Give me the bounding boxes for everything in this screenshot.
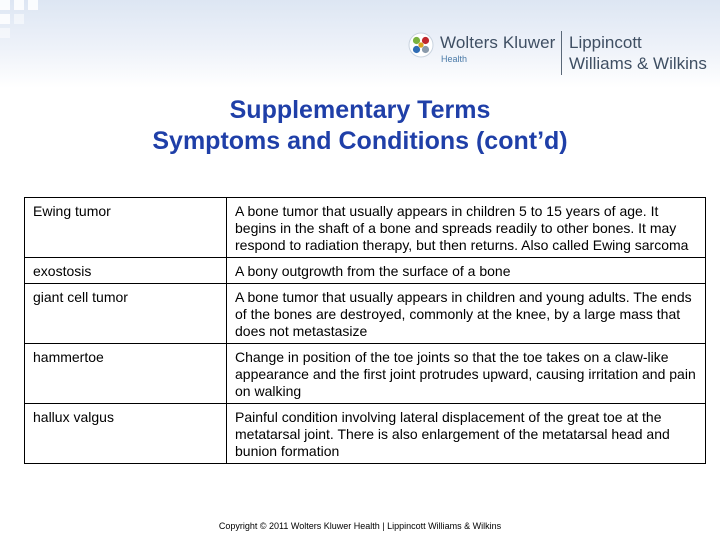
definition-cell: Painful condition involving lateral displacement of the great toe at the metatarsal joint. There is also enlargement of the metatarsal head and bunion formation	[227, 404, 706, 464]
term-cell: exostosis	[25, 258, 227, 284]
table-row	[25, 404, 706, 464]
definition-cell: A bone tumor that usually appears in children 5 to 15 years of age. It begins in the shaft of a bone and spreads readily to other bones. It may respond to radiation therapy, but then returns. Also called Ewing sarcoma	[227, 198, 706, 258]
term-cell: hallux valgus	[25, 404, 227, 464]
slide-title	[0, 95, 720, 157]
table-row	[25, 284, 706, 344]
term-cell: Ewing tumor	[25, 198, 227, 258]
table-row	[25, 344, 706, 404]
definition-cell: Change in position of the toe joints so that the toe takes on a claw-like appearance and the first joint protrudes upward, causing irritation and pain on walking	[227, 344, 706, 404]
header-banner	[0, 0, 720, 88]
logo-imprint-line2: Williams & Wilkins	[569, 54, 707, 73]
table-row	[25, 258, 706, 284]
slide-title-line1: Supplementary Terms	[229, 96, 491, 124]
slide-title-line2: Symptoms and Conditions (cont’d)	[152, 127, 568, 155]
logo-divider	[561, 31, 562, 75]
logo-company-name: Wolters Kluwer	[440, 33, 556, 52]
logo-division-name: Health	[441, 54, 468, 64]
logo-imprint-line1: Lippincott	[569, 33, 642, 52]
definition-cell: A bone tumor that usually appears in children and young adults. The ends of the bones are destroyed, commonly at the knee, by a large mass that does not metastasize	[227, 284, 706, 344]
definition-cell: A bony outgrowth from the surface of a bone	[227, 258, 706, 284]
terms-table	[24, 197, 706, 464]
term-cell: hammertoe	[25, 344, 227, 404]
wolters-kluwer-emblem-icon	[408, 32, 434, 58]
footer-copyright: Copyright © 2011 Wolters Kluwer Health | Lippincott Williams & Wilkins	[218, 521, 502, 531]
term-cell: giant cell tumor	[25, 284, 227, 344]
table-row	[25, 198, 706, 258]
